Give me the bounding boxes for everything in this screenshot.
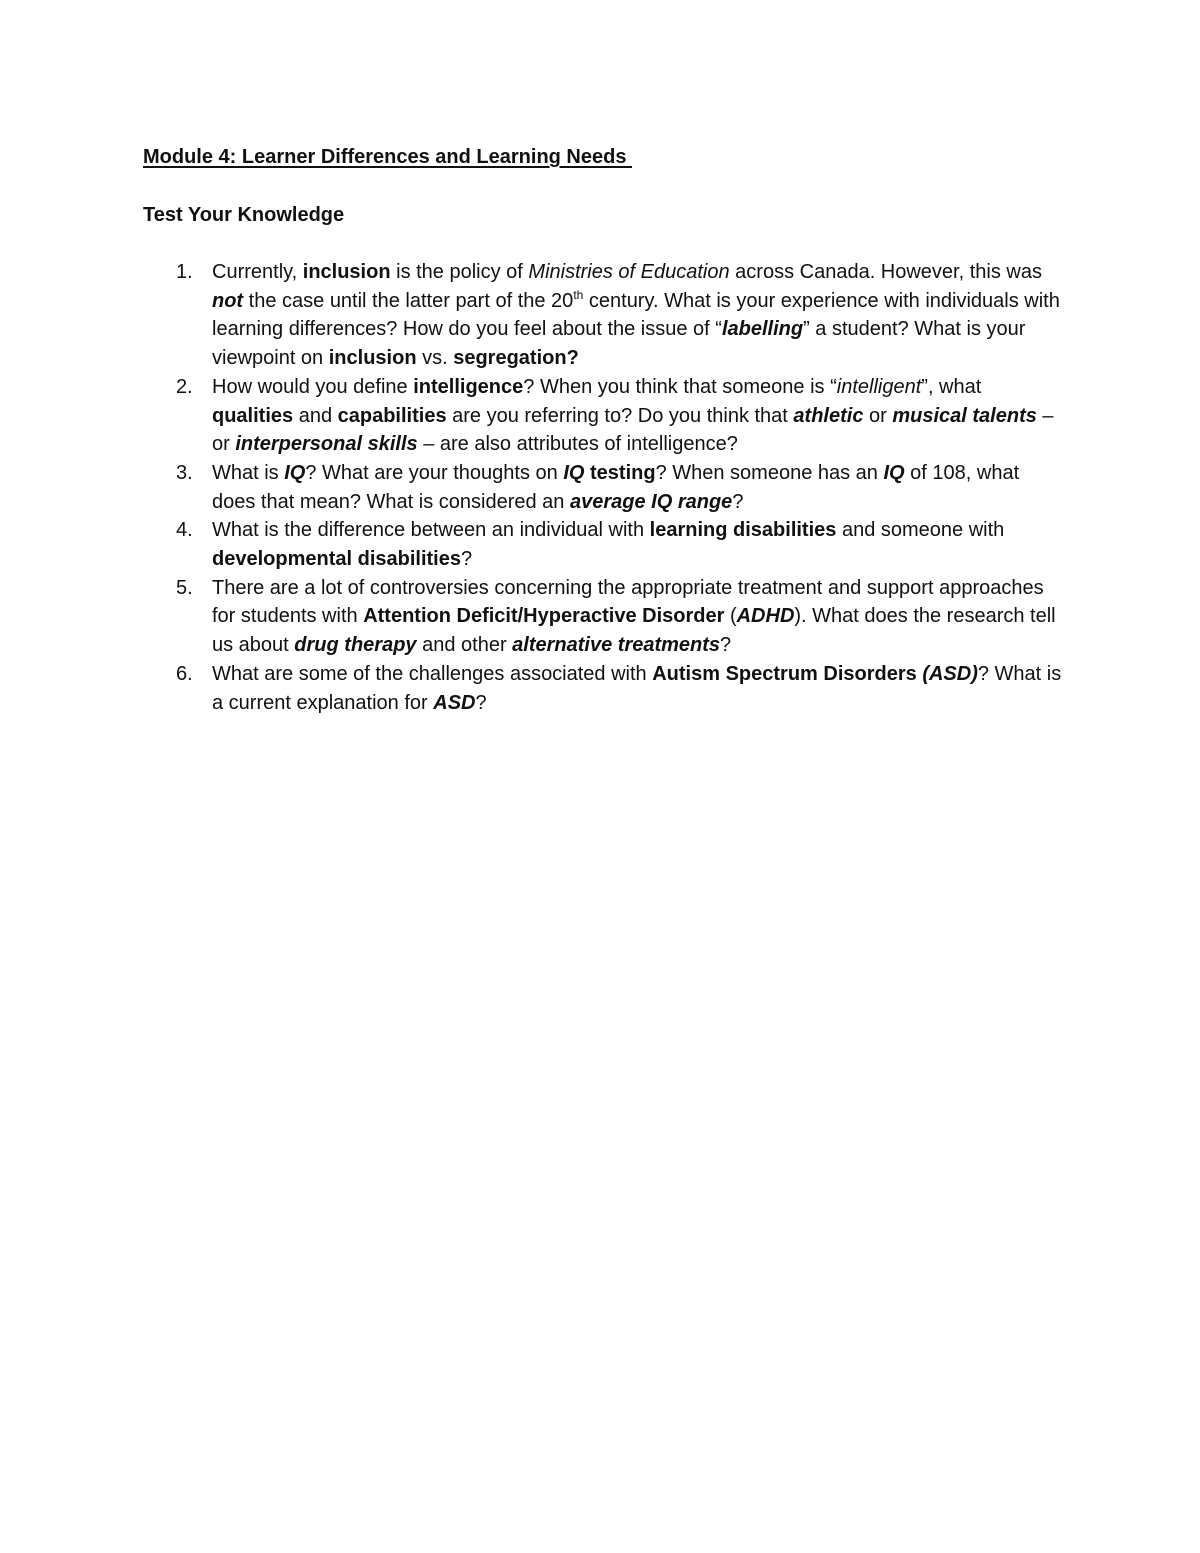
emphasis-text: alternative treatments <box>512 634 721 657</box>
bold-term: segregation? <box>453 347 579 370</box>
question-number: 2. <box>176 375 193 398</box>
bold-italic-term <box>892 405 1037 427</box>
text-run: ? <box>460 548 473 571</box>
text-run: Currently, <box>212 261 303 283</box>
text-run: ). What does the research tell us about <box>212 605 1056 657</box>
bold-term: capabilities <box>337 404 447 427</box>
emphasis-text: IQ <box>883 461 905 484</box>
bold-italic-term <box>570 491 732 513</box>
emphasis-text: drug therapy <box>294 634 417 657</box>
text-run: ? <box>475 691 487 714</box>
emphasis-text: ADHD <box>736 605 795 628</box>
bold-italic-term <box>294 634 416 656</box>
emphasis-text: ASD <box>433 691 476 714</box>
question-text <box>212 577 1056 656</box>
bold-term: inclusion <box>302 261 391 283</box>
text-run: ? <box>732 490 744 513</box>
page-title: Module 4: Learner Differences and Learning Needs <box>143 146 633 168</box>
text-run: and <box>293 404 338 427</box>
bold-term: testing <box>590 461 656 484</box>
emphasis-text: musical talents <box>892 404 1037 427</box>
question-number: 6. <box>176 662 193 685</box>
bold-italic-term <box>512 634 720 656</box>
text-run: – are also attributes of intelligence? <box>417 433 738 456</box>
question-item <box>143 373 1063 459</box>
question-text <box>212 519 1004 570</box>
emphasis-text: (ASD) <box>922 662 978 685</box>
question-number: 4. <box>176 519 193 542</box>
emphasis-text: athletic <box>793 404 864 427</box>
bold-italic-term <box>212 290 243 312</box>
text-run: What is <box>212 461 285 484</box>
text-run: There are a lot of controversies concerning the appropriate treatment and support approaches for students with <box>212 576 1044 628</box>
question-number: 5. <box>176 576 193 599</box>
question-text <box>212 376 1054 455</box>
text-run: vs. <box>416 347 454 370</box>
bold-italic-term <box>722 318 803 340</box>
text-run: across Canada. However, this was <box>729 261 1042 283</box>
text-run: How would you define <box>212 375 414 398</box>
bold-italic-term <box>235 433 417 455</box>
text-run: is the policy of <box>390 261 529 283</box>
bold-italic-term <box>922 663 978 685</box>
text-run: ” a student? What is your viewpoint on <box>212 318 1026 370</box>
emphasis-text: interpersonal skills <box>235 433 418 456</box>
question-text <box>212 261 1060 369</box>
question-item <box>143 660 1063 717</box>
bold-term: inclusion <box>328 347 417 370</box>
bold-italic-term <box>433 692 475 714</box>
text-run: ( <box>724 605 737 628</box>
text-run: ? <box>720 634 732 657</box>
text-run: of 108, what does that mean? What is considered an <box>212 461 1020 513</box>
question-item <box>143 516 1063 573</box>
text-run: and other <box>416 634 513 657</box>
text-run: are you referring to? Do you think that <box>446 404 794 427</box>
italic-term: intelligent <box>836 375 922 398</box>
text-run: – or <box>212 404 1054 456</box>
bold-term: developmental disabilities <box>212 548 461 571</box>
text-run: the case until the latter part of the 20 <box>243 289 574 312</box>
emphasis-text: labelling <box>721 318 804 341</box>
text-run: What are some of the challenges associated with <box>212 662 653 685</box>
text-run: ? When you think that someone is “ <box>523 375 837 398</box>
emphasis-text: IQ <box>563 461 585 484</box>
bold-term: qualities <box>212 404 294 427</box>
question-list <box>143 258 1063 717</box>
question-item <box>143 574 1063 660</box>
question-item <box>143 258 1063 373</box>
bold-term: Attention Deficit/Hyperactive Disorder <box>363 605 725 628</box>
text-run: ? When someone has an <box>655 461 884 484</box>
question-item <box>143 459 1063 516</box>
emphasis-text: IQ <box>284 461 306 484</box>
text-run: or <box>863 404 893 427</box>
emphasis-text: not <box>212 289 244 312</box>
text-run: ? What are your thoughts on <box>305 461 564 484</box>
italic-term: Ministries of Education <box>528 261 730 283</box>
bold-italic-term <box>793 405 863 427</box>
bold-italic-term <box>563 462 584 484</box>
text-run: and someone with <box>836 519 1005 542</box>
bold-italic-term <box>883 462 904 484</box>
bold-italic-term <box>284 462 305 484</box>
superscript-text: th <box>573 287 584 302</box>
bold-term: learning disabilities <box>649 519 837 542</box>
bold-term: intelligence <box>413 375 524 398</box>
emphasis-text: average IQ range <box>570 490 733 513</box>
question-number: 3. <box>176 461 193 484</box>
question-number: 1. <box>176 261 193 283</box>
text-run: ? What is a current explanation for <box>212 662 1062 714</box>
bold-term: Autism Spectrum Disorders <box>652 662 917 685</box>
bold-italic-term <box>737 605 795 627</box>
question-text <box>212 462 1019 513</box>
section-heading: Test Your Knowledge <box>143 204 345 226</box>
question-text <box>212 663 1061 714</box>
text-run: ”, what <box>921 375 982 398</box>
text-run: century. What is your experience with individuals with learning differences? How do you feel about the issue of “ <box>212 289 1060 341</box>
text-run: What is the difference between an individual with <box>212 519 650 542</box>
